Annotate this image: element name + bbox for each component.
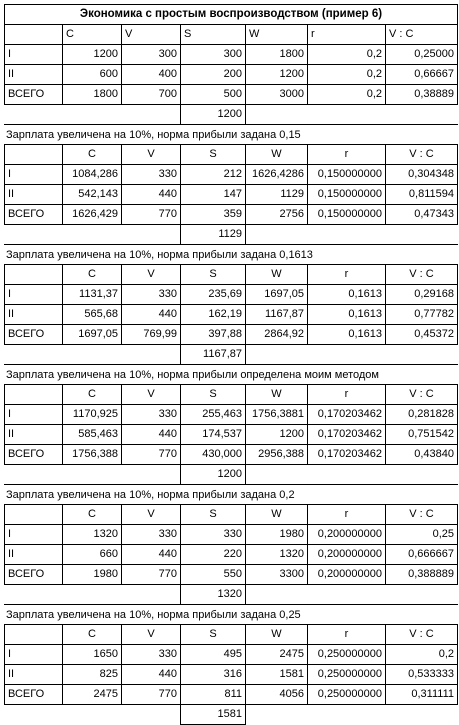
- table-cell[interactable]: 1581: [245, 664, 308, 685]
- table-cell[interactable]: 0,29168: [385, 284, 458, 305]
- column-header[interactable]: V: [121, 624, 181, 645]
- row-label[interactable]: ВСЕГО: [4, 564, 63, 585]
- header-blank[interactable]: [4, 504, 63, 525]
- table-cell[interactable]: 2475: [62, 684, 122, 705]
- column-header[interactable]: S: [180, 624, 246, 645]
- table-cell[interactable]: 359: [180, 204, 246, 225]
- table-cell[interactable]: 0,200000000: [307, 564, 386, 585]
- table-cell[interactable]: 1320: [62, 524, 122, 545]
- table-cell[interactable]: 0,2: [307, 84, 386, 105]
- section-note: Зарплата увеличена на 10%, норма прибыли задана 0,2: [4, 484, 458, 505]
- total-cell[interactable]: 1200: [180, 104, 246, 125]
- table-cell[interactable]: 565,68: [62, 304, 122, 325]
- total-cell[interactable]: 1167,87: [180, 344, 246, 365]
- column-header[interactable]: S: [180, 24, 246, 45]
- table-cell[interactable]: 2475: [245, 644, 308, 665]
- row-label[interactable]: II: [4, 544, 63, 565]
- sheet-title[interactable]: Экономика с простым воспроизводством (пример 6): [4, 4, 458, 25]
- header-blank[interactable]: [4, 264, 63, 285]
- column-header[interactable]: r: [307, 24, 386, 45]
- table-cell[interactable]: 0,77782: [385, 304, 458, 325]
- table-cell[interactable]: 1980: [245, 524, 308, 545]
- table-cell[interactable]: 1320: [245, 544, 308, 565]
- table-cell[interactable]: 769,99: [121, 324, 181, 345]
- section-note: Зарплата увеличена на 10%, норма прибыли определена моим методом: [4, 364, 458, 385]
- table-cell[interactable]: 0,250000000: [307, 644, 386, 665]
- column-header[interactable]: W: [245, 24, 308, 45]
- table-cell[interactable]: 330: [180, 524, 246, 545]
- column-header[interactable]: r: [307, 144, 386, 165]
- table-cell[interactable]: 330: [121, 164, 181, 185]
- table-cell[interactable]: 0,200000000: [307, 544, 386, 565]
- table-cell[interactable]: 0,250000000: [307, 664, 386, 685]
- table-cell[interactable]: 1200: [62, 44, 122, 65]
- table-cell[interactable]: 0,45372: [385, 324, 458, 345]
- table-cell[interactable]: 1800: [245, 44, 308, 65]
- column-header[interactable]: W: [245, 264, 308, 285]
- header-blank[interactable]: [4, 24, 63, 45]
- column-header[interactable]: C: [62, 144, 122, 165]
- row-label[interactable]: ВСЕГО: [4, 684, 63, 705]
- table-cell[interactable]: 1129: [245, 184, 308, 205]
- row-label[interactable]: ВСЕГО: [4, 204, 63, 225]
- row-label[interactable]: ВСЕГО: [4, 324, 63, 345]
- table-cell[interactable]: 0,150000000: [307, 204, 386, 225]
- table-cell[interactable]: 1200: [245, 424, 308, 445]
- table-cell[interactable]: 330: [121, 644, 181, 665]
- table-cell[interactable]: 330: [121, 524, 181, 545]
- table-cell[interactable]: 440: [121, 424, 181, 445]
- row-label[interactable]: II: [4, 64, 63, 85]
- table-cell[interactable]: 0,2: [307, 44, 386, 65]
- table-cell[interactable]: 550: [180, 564, 246, 585]
- table-cell[interactable]: 0,666667: [385, 544, 458, 565]
- total-cell[interactable]: 1129: [180, 224, 246, 245]
- table-cell[interactable]: 1697,05: [62, 324, 122, 345]
- table-cell[interactable]: 162,19: [180, 304, 246, 325]
- table-cell[interactable]: 1626,429: [62, 204, 122, 225]
- column-header[interactable]: V: [121, 264, 181, 285]
- header-blank[interactable]: [4, 384, 63, 405]
- table-cell[interactable]: 0,751542: [385, 424, 458, 445]
- table-cell[interactable]: 0,38889: [385, 84, 458, 105]
- table-cell[interactable]: 700: [121, 84, 181, 105]
- table-cell[interactable]: 400: [121, 64, 181, 85]
- table-cell[interactable]: 440: [121, 664, 181, 685]
- table-cell[interactable]: 0,200000000: [307, 524, 386, 545]
- column-header[interactable]: r: [307, 264, 386, 285]
- table-cell[interactable]: 0,304348: [385, 164, 458, 185]
- table-cell[interactable]: 0,1613: [307, 324, 386, 345]
- table-cell[interactable]: 0,25: [385, 524, 458, 545]
- row-label[interactable]: II: [4, 664, 63, 685]
- table-cell[interactable]: 1980: [62, 564, 122, 585]
- table-cell[interactable]: 0,311111: [385, 684, 458, 705]
- column-header[interactable]: V: [121, 384, 181, 405]
- table-cell[interactable]: 3000: [245, 84, 308, 105]
- row-label[interactable]: II: [4, 424, 63, 445]
- table-cell[interactable]: 1800: [62, 84, 122, 105]
- table-cell[interactable]: 1131,37: [62, 284, 122, 305]
- table-cell[interactable]: 660: [62, 544, 122, 565]
- row-label[interactable]: ВСЕГО: [4, 444, 63, 465]
- table-cell[interactable]: 0,170203462: [307, 424, 386, 445]
- table-cell[interactable]: 1756,3881: [245, 404, 308, 425]
- table-cell[interactable]: 300: [180, 44, 246, 65]
- table-cell[interactable]: 1167,87: [245, 304, 308, 325]
- row-label[interactable]: I: [4, 284, 63, 305]
- table-cell[interactable]: 0,170203462: [307, 444, 386, 465]
- column-header[interactable]: V : C: [385, 144, 458, 165]
- column-header[interactable]: S: [180, 264, 246, 285]
- table-cell[interactable]: 0,811594: [385, 184, 458, 205]
- section-note: Зарплата увеличена на 10%, норма прибыли задана 0,25: [4, 604, 458, 625]
- column-header[interactable]: W: [245, 144, 308, 165]
- table-cell[interactable]: 1170,925: [62, 404, 122, 425]
- table-cell[interactable]: 430,000: [180, 444, 246, 465]
- column-header[interactable]: V : C: [385, 504, 458, 525]
- row-label[interactable]: I: [4, 44, 63, 65]
- table-cell[interactable]: 1200: [245, 64, 308, 85]
- table-cell[interactable]: 1084,286: [62, 164, 122, 185]
- table-cell[interactable]: 0,250000000: [307, 684, 386, 705]
- table-cell[interactable]: 1626,4286: [245, 164, 308, 185]
- row-label[interactable]: II: [4, 304, 63, 325]
- table-cell[interactable]: 3300: [245, 564, 308, 585]
- column-header[interactable]: S: [180, 144, 246, 165]
- table-cell[interactable]: 0,25000: [385, 44, 458, 65]
- total-cell[interactable]: 1581: [180, 704, 246, 725]
- table-cell[interactable]: 440: [121, 304, 181, 325]
- column-header[interactable]: S: [180, 504, 246, 525]
- column-header[interactable]: V: [121, 144, 181, 165]
- table-cell[interactable]: 0,43840: [385, 444, 458, 465]
- table-cell[interactable]: 495: [180, 644, 246, 665]
- header-blank[interactable]: [4, 144, 63, 165]
- table-cell[interactable]: 1697,05: [245, 284, 308, 305]
- table-cell[interactable]: 330: [121, 284, 181, 305]
- table-cell[interactable]: 0,281828: [385, 404, 458, 425]
- table-cell[interactable]: 770: [121, 444, 181, 465]
- column-header[interactable]: V : C: [385, 264, 458, 285]
- column-header[interactable]: S: [180, 384, 246, 405]
- column-header[interactable]: C: [62, 24, 122, 45]
- table-cell[interactable]: 0,533333: [385, 664, 458, 685]
- header-blank[interactable]: [4, 624, 63, 645]
- table-cell[interactable]: 0,1613: [307, 284, 386, 305]
- table-cell[interactable]: 316: [180, 664, 246, 685]
- total-cell[interactable]: 1200: [180, 464, 246, 485]
- column-header[interactable]: r: [307, 504, 386, 525]
- table-cell[interactable]: 2756: [245, 204, 308, 225]
- column-header[interactable]: V: [121, 504, 181, 525]
- table-cell[interactable]: 0,150000000: [307, 184, 386, 205]
- table-cell[interactable]: 0,2: [307, 64, 386, 85]
- table-cell[interactable]: 397,88: [180, 324, 246, 345]
- table-cell[interactable]: 825: [62, 664, 122, 685]
- column-header[interactable]: V : C: [385, 384, 458, 405]
- table-cell[interactable]: 770: [121, 684, 181, 705]
- table-cell[interactable]: 770: [121, 204, 181, 225]
- row-label[interactable]: I: [4, 164, 63, 185]
- table-cell[interactable]: 200: [180, 64, 246, 85]
- table-cell[interactable]: 0,47343: [385, 204, 458, 225]
- table-cell[interactable]: 220: [180, 544, 246, 565]
- column-header[interactable]: V : C: [385, 24, 458, 45]
- column-header[interactable]: V: [121, 24, 181, 45]
- row-label[interactable]: I: [4, 644, 63, 665]
- column-header[interactable]: V : C: [385, 624, 458, 645]
- table-cell[interactable]: 300: [121, 44, 181, 65]
- table-cell[interactable]: 0,170203462: [307, 404, 386, 425]
- table-cell[interactable]: 1756,388: [62, 444, 122, 465]
- table-cell[interactable]: 0,388889: [385, 564, 458, 585]
- row-label[interactable]: I: [4, 404, 63, 425]
- table-cell[interactable]: 174,537: [180, 424, 246, 445]
- table-cell[interactable]: 811: [180, 684, 246, 705]
- column-header[interactable]: C: [62, 384, 122, 405]
- table-cell[interactable]: 770: [121, 564, 181, 585]
- table-cell[interactable]: 440: [121, 184, 181, 205]
- column-header[interactable]: C: [62, 504, 122, 525]
- row-label[interactable]: II: [4, 184, 63, 205]
- total-cell[interactable]: 1320: [180, 584, 246, 605]
- table-cell[interactable]: 0,66667: [385, 64, 458, 85]
- column-header[interactable]: C: [62, 264, 122, 285]
- table-cell[interactable]: 4056: [245, 684, 308, 705]
- table-cell[interactable]: 2956,388: [245, 444, 308, 465]
- table-cell[interactable]: 147: [180, 184, 246, 205]
- column-header[interactable]: W: [245, 624, 308, 645]
- table-cell[interactable]: 255,463: [180, 404, 246, 425]
- table-cell[interactable]: 542,143: [62, 184, 122, 205]
- section-note: Зарплата увеличена на 10%, норма прибыли задана 0,1613: [4, 244, 458, 265]
- section-note: Зарплата увеличена на 10%, норма прибыли задана 0,15: [4, 124, 458, 145]
- table-cell[interactable]: 0,150000000: [307, 164, 386, 185]
- table-cell[interactable]: 212: [180, 164, 246, 185]
- column-header[interactable]: W: [245, 504, 308, 525]
- table-cell[interactable]: 330: [121, 404, 181, 425]
- table-cell[interactable]: 585,463: [62, 424, 122, 445]
- table-cell[interactable]: 0,1613: [307, 304, 386, 325]
- table-cell[interactable]: 2864,92: [245, 324, 308, 345]
- column-header[interactable]: r: [307, 384, 386, 405]
- table-cell[interactable]: 0,2: [385, 644, 458, 665]
- table-cell[interactable]: 235,69: [180, 284, 246, 305]
- table-cell[interactable]: 500: [180, 84, 246, 105]
- table-cell[interactable]: 600: [62, 64, 122, 85]
- row-label[interactable]: I: [4, 524, 63, 545]
- column-header[interactable]: r: [307, 624, 386, 645]
- table-cell[interactable]: 1650: [62, 644, 122, 665]
- row-label[interactable]: ВСЕГО: [4, 84, 63, 105]
- table-cell[interactable]: 440: [121, 544, 181, 565]
- column-header[interactable]: C: [62, 624, 122, 645]
- column-header[interactable]: W: [245, 384, 308, 405]
